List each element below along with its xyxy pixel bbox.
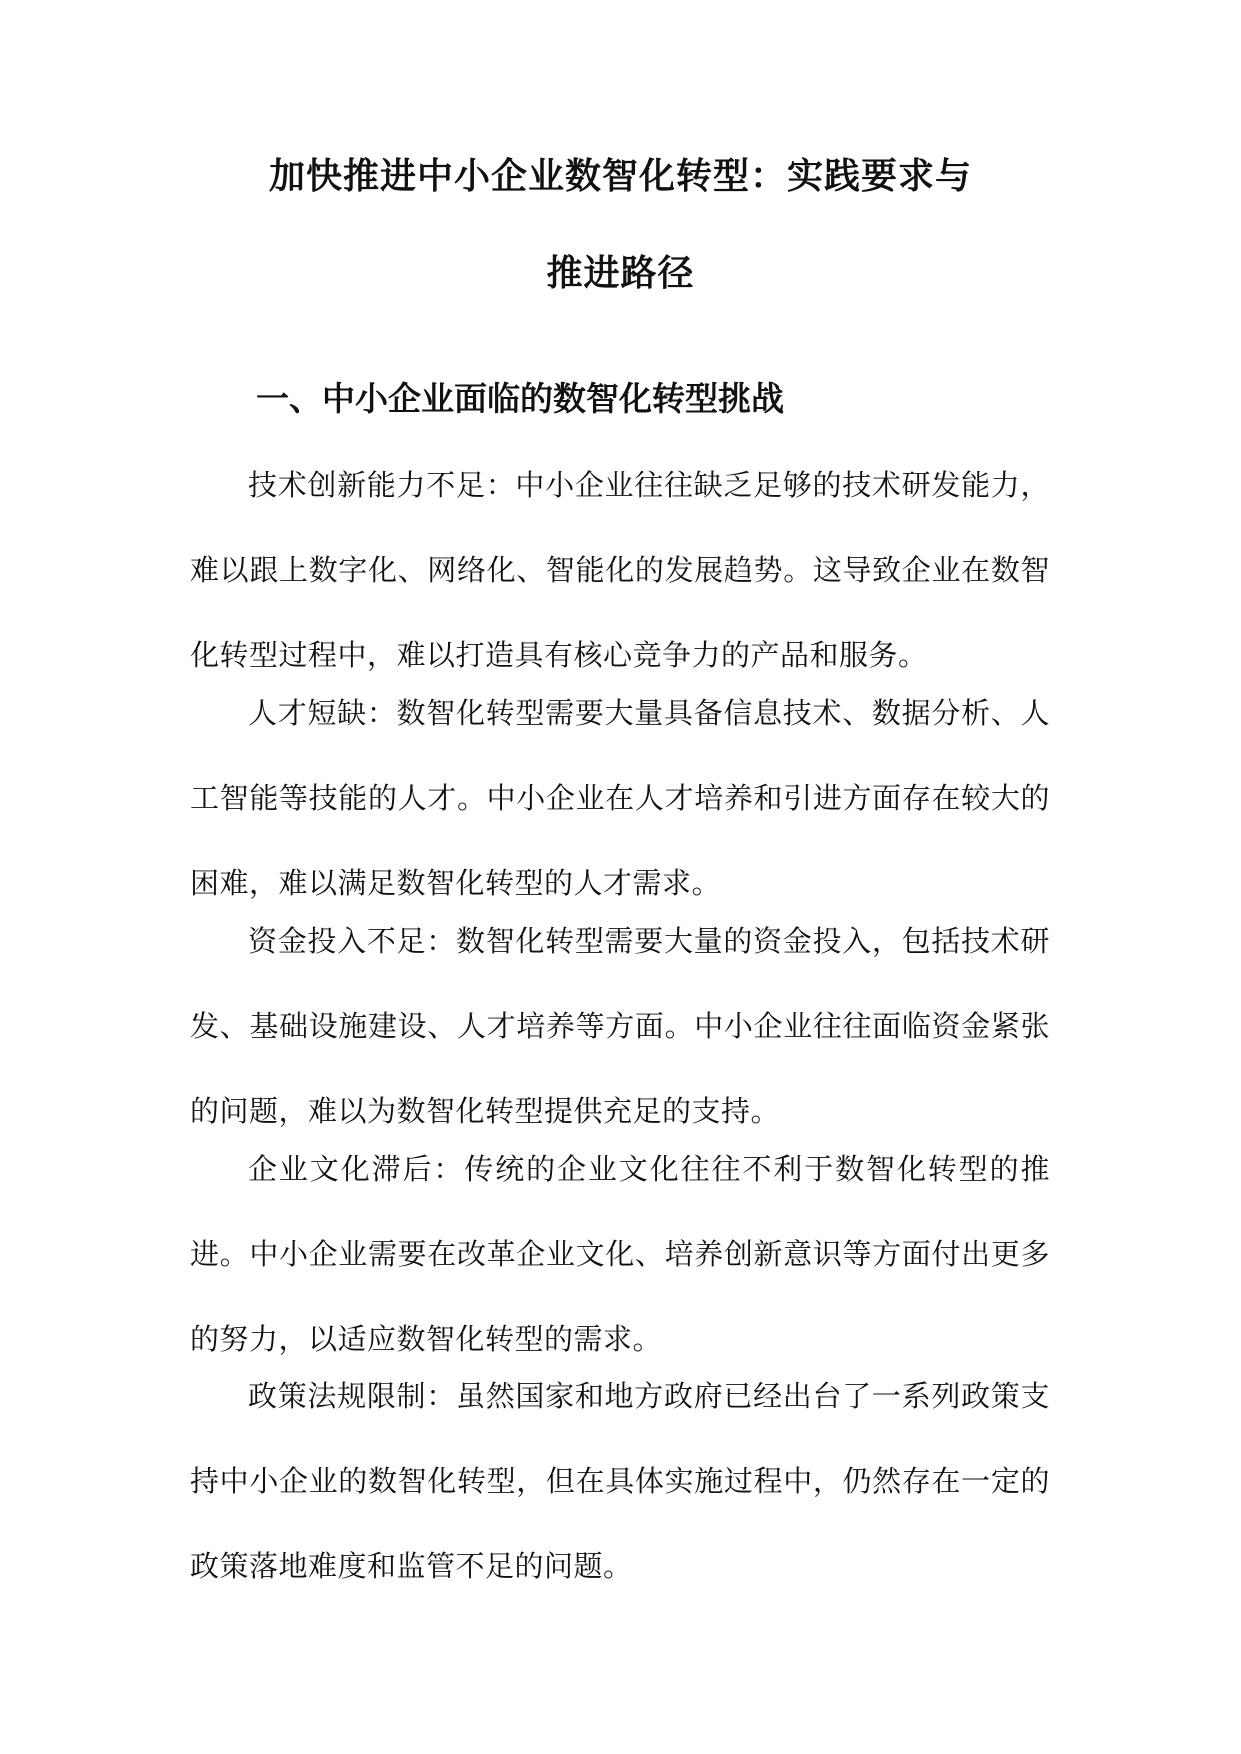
paragraph-policy: 政策法规限制：虽然国家和地方政府已经出台了一系列政策支持中小企业的数智化转型，但在具体实施过程中，仍然存在一定的政策落地难度和监管不足的问题。 (190, 1379, 1050, 1583)
paragraph-funding: 资金投入不足：数智化转型需要大量的资金投入，包括技术研发、基础设施建设、人才培养等方面。中小企业往往面临资金紧张的问题，难以为数智化转型提供充足的支持。 (190, 924, 1050, 1128)
section-heading: 一、中小企业面临的数智化转型挑战 (256, 379, 784, 418)
paragraph-talent: 人才短缺：数智化转型需要大量具备信息技术、数据分析、人工智能等技能的人才。中小企业在人才培养和引进方面存在较大的困难，难以满足数智化转型的人才需求。 (190, 696, 1050, 900)
paragraph-culture: 企业文化滞后：传统的企业文化往往不利于数智化转型的推进。中小企业需要在改革企业文化、培养创新意识等方面付出更多的努力，以适应数智化转型的需求。 (190, 1152, 1050, 1356)
document-title-line-2: 推进路径 (546, 253, 695, 294)
paragraph-technology: 技术创新能力不足：中小企业往往缺乏足够的技术研发能力，难以跟上数字化、网络化、智能化的发展趋势。这导致企业在数智化转型过程中，难以打造具有核心竞争力的产品和服务。 (190, 468, 1050, 672)
document-title-line-1: 加快推进中小企业数智化转型：实践要求与 (268, 156, 972, 197)
